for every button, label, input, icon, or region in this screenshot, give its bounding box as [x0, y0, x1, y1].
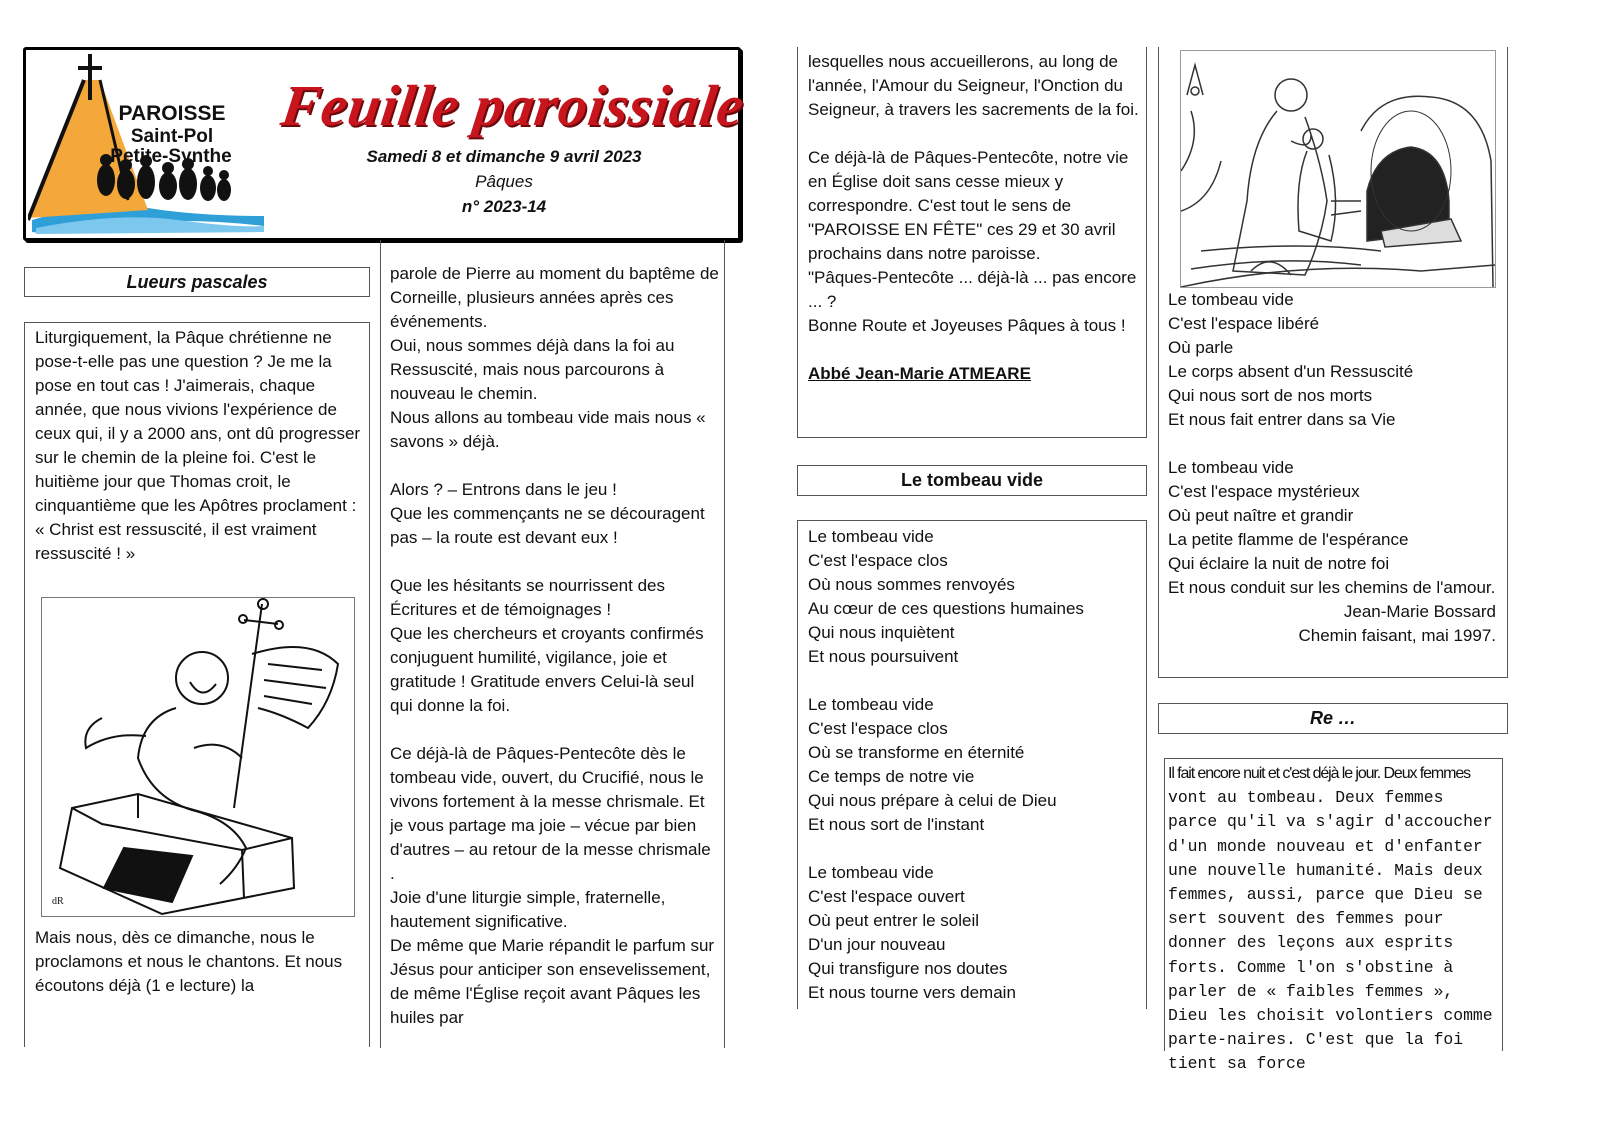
poem-line: Où parle	[1168, 338, 1234, 357]
col4-poem	[1168, 288, 1500, 648]
poem-line: C'est l'espace libéré	[1168, 314, 1320, 333]
re-text-block	[1168, 762, 1498, 1077]
poem-line: Qui transfigure nos doutes	[808, 959, 1008, 978]
col3-paragraph: "Pâques-Pentecôte ... déjà-là ... pas encore ... ?	[808, 268, 1137, 311]
newsletter-title: Feuille paroissiale	[277, 73, 749, 138]
col2-paragraph: De même que Marie répandit le parfum sur Jésus pour anticiper son ensevelissement, de même l'Église reçoit avant Pâques les huiles par	[390, 936, 715, 1027]
col2-paragraph: Que les chercheurs et croyants confirmés conjuguent humilité, vigilance, joie et gratitude ! Gratitude envers Celui-là seul qui donne la foi.	[390, 624, 704, 715]
poem-line: Le tombeau vide	[1168, 458, 1294, 477]
col2-paragraph: Oui, nous sommes déjà dans la foi au Ressuscité, mais nous parcourons à nouveau le chemin.	[390, 336, 675, 403]
poem-stanza-1	[808, 525, 1144, 669]
poem-author: Jean-Marie Bossard	[1343, 602, 1496, 621]
poem-line: Et nous tourne vers demain	[808, 983, 1016, 1002]
col2-paragraph: Ce déjà-là de Pâques-Pentecôte dès le tombeau vide, ouvert, du Crucifié, nous le vivons fortement à la messe chrismale. Et je vous partage ma joie – vécue par bien d'autres – au retour de la messe chrismale .	[390, 744, 711, 883]
poem-line: Le corps absent d'un Ressuscité	[1168, 362, 1414, 381]
poem-stanza-2	[808, 693, 1144, 837]
poem-line: Et nous fait entrer dans sa Vie	[1168, 410, 1396, 429]
poem-stanzas	[808, 525, 1144, 1005]
col3-text	[808, 50, 1140, 386]
col2-paragraph: Nous allons au tombeau vide mais nous « savons » déjà.	[390, 408, 706, 451]
poem-line: Le tombeau vide	[808, 863, 934, 882]
poem-line: Qui éclaire la nuit de notre foi	[1168, 554, 1390, 573]
col2-paragraph: Joie d'une liturgie simple, fraternelle, hautement significative.	[390, 888, 666, 931]
col2-paragraph: Que les hésitants se nourrissent des Écritures et de témoignages !	[390, 576, 665, 619]
parish-logo	[28, 50, 268, 234]
poem-line: Le tombeau vide	[1168, 290, 1294, 309]
poem-line: C'est l'espace mystérieux	[1168, 482, 1360, 501]
logo-line-1: PAROISSE	[118, 102, 226, 125]
re-text: vont au tombeau. Deux femmes parce qu'il va s'agir d'accoucher d'un monde nouveau et d'enfanter une nouvelle humanité. Mais deux femmes, aussi, parce que Dieu se sert souvent des femmes pour donner des leçons aux esprits forts. Comme l'on s'obstine à parler de « faibles femmes », Dieu les choisit volontiers comme parte-naires. C'est que la foi tient sa force	[1168, 788, 1493, 1074]
risen-christ-illustration	[41, 597, 355, 917]
poem-line: Où se transforme en éternité	[808, 743, 1025, 762]
col2-left-rule	[380, 240, 381, 1048]
poem-line: Le tombeau vide	[808, 695, 934, 714]
poem-line: Où nous sommes renvoyés	[808, 575, 1015, 594]
poem-line: C'est l'espace ouvert	[808, 887, 965, 906]
section-heading-lueurs	[24, 267, 370, 297]
poem-line: Où peut entrer le soleil	[808, 911, 980, 930]
poem-line: D'un jour nouveau	[808, 935, 946, 954]
poem-line: La petite flamme de l'espérance	[1168, 530, 1409, 549]
section-heading-text: Le tombeau vide	[900, 470, 1044, 490]
col2-paragraph: parole de Pierre au moment du baptême de Corneille, plusieurs années après ces événements.	[390, 264, 719, 331]
poem-line: C'est l'espace clos	[808, 719, 948, 738]
col3-paragraph: lesquelles nous accueillerons, au long de l'année, l'Amour du Seigneur, l'Onction du Seigneur, à travers les sacrements de la foi.	[808, 52, 1139, 119]
poem-line: Et nous conduit sur les chemins de l'amour.	[1168, 578, 1496, 597]
section-heading-text: Lueurs pascales	[126, 272, 268, 292]
issue-date: Samedi 8 et dimanche 9 avril 2023	[366, 147, 642, 166]
section-heading-tombeau	[797, 465, 1147, 496]
poem-line: Qui nous prépare à celui de Dieu	[808, 791, 1057, 810]
section-heading-re	[1158, 703, 1508, 734]
col2-right-rule	[724, 240, 725, 1048]
poem-line: Où peut naître et grandir	[1168, 506, 1354, 525]
logo-line-2: Saint-Pol	[130, 126, 214, 147]
empty-tomb-icon	[1181, 51, 1495, 287]
poem-stanza-3	[808, 861, 1144, 1005]
col3-paragraph: Ce déjà-là de Pâques-Pentecôte, notre vie en Église doit sans cesse mieux y correspondre. C'est tout le sens de "PAROISSE EN FÊTE" ces 29 et 30 avril prochains dans notre paroisse.	[808, 148, 1129, 263]
risen-christ-icon	[42, 598, 354, 916]
poem-stanza-4	[1168, 288, 1500, 432]
col2-text	[390, 262, 720, 1030]
re-text-condensed: Il fait encore nuit et c'est déjà le jour. Deux femmes	[1168, 765, 1471, 782]
poem-line: Qui nous sort de nos morts	[1168, 386, 1373, 405]
issue-occasion: Pâques	[475, 172, 533, 191]
poem-line: Au cœur de ces questions humaines	[808, 599, 1084, 618]
col3-paragraph: Bonne Route et Joyeuses Pâques à tous !	[808, 316, 1126, 335]
col2-paragraph: Alors ? – Entrons dans le jeu !	[390, 480, 617, 499]
poem-line: Et nous poursuivent	[808, 647, 959, 666]
svg-text:dR: dR	[52, 896, 64, 907]
col2-paragraph: Que les commençants ne se découragent pas – la route est devant eux !	[390, 504, 705, 547]
poem-line: Le tombeau vide	[808, 527, 934, 546]
poem-line: Ce temps de notre vie	[808, 767, 975, 786]
issue-number: n° 2023-14	[461, 197, 547, 216]
section-heading-text: Re …	[1309, 708, 1356, 728]
col1-continuation: Mais nous, dès ce dimanche, nous le proclamons et nous le chantons. Et nous écoutons déjà (1 e lecture) la	[35, 928, 343, 995]
empty-tomb-illustration	[1180, 50, 1496, 288]
signature: Abbé Jean-Marie ATMEARE	[808, 364, 1031, 383]
poem-line: C'est l'espace clos	[808, 551, 948, 570]
col1-intro: Liturgiquement, la Pâque chrétienne ne pose-t-elle pas une question ? Je me la pose en tout cas ! J'aimerais, chaque année, que nous vivions l'expérience de ceux qui, il y a 2000 ans, ont dû progresser sur le chemin de la pleine foi. C'est le huitième jour que Thomas croit, le cinquantième que les Apôtres proclament : « Christ est ressuscité, il est vraiment ressuscité ! »	[35, 328, 361, 563]
poem-stanza-5	[1168, 456, 1500, 600]
poem-line: Qui nous inquiètent	[808, 623, 955, 642]
poem-line: Et nous sort de l'instant	[808, 815, 985, 834]
logo-line-3: Petite-Synthe	[110, 146, 232, 167]
poem-source: Chemin faisant, mai 1997.	[1298, 626, 1496, 645]
